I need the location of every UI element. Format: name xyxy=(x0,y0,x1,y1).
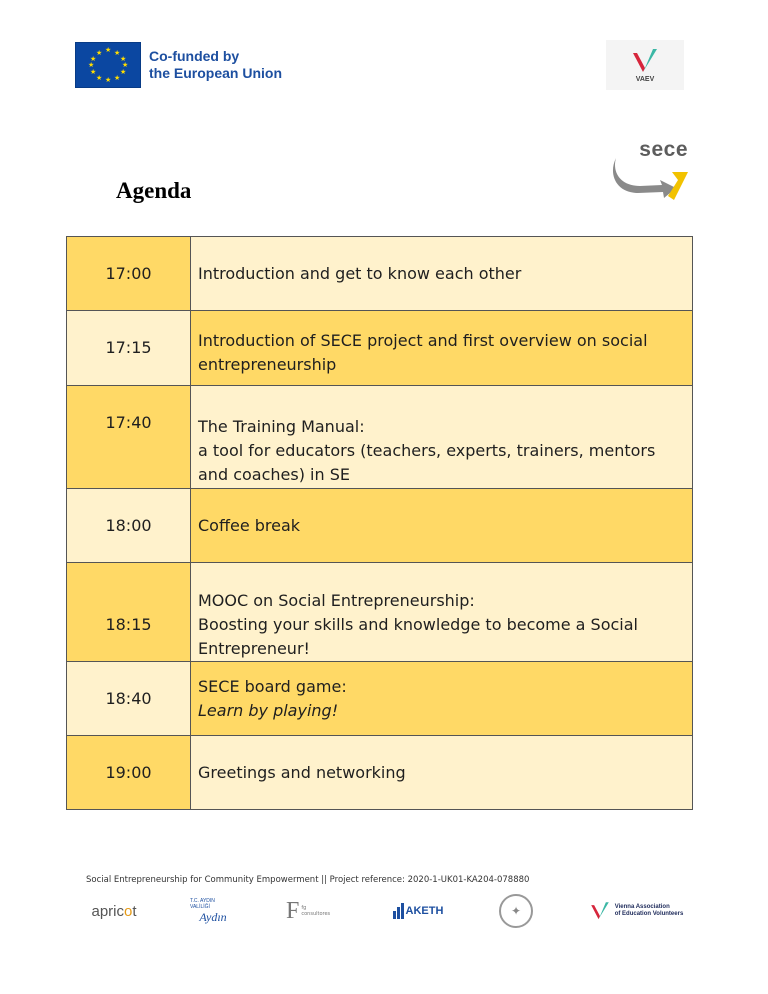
sece-wordmark: sece xyxy=(639,138,688,161)
agenda-line: The Training Manual: xyxy=(198,417,365,436)
agenda-item xyxy=(191,386,693,489)
agenda-line: Learn by playing! xyxy=(198,700,339,720)
agenda-table xyxy=(66,236,693,810)
partner-logos xyxy=(86,893,686,933)
vaev-v-icon xyxy=(589,900,611,922)
aydin-script-text: Aydın xyxy=(199,909,227,924)
agenda-row xyxy=(67,489,693,563)
agenda-line: SECE board game: xyxy=(198,676,347,696)
agenda-item xyxy=(191,489,693,563)
agenda-line: entrepreneurship xyxy=(198,355,337,374)
agenda-time: 17:00 xyxy=(67,237,191,311)
eu-line-2: the European Union xyxy=(149,65,282,81)
agenda-line: Introduction of SECE project and first overview on social xyxy=(198,331,648,350)
agenda-item xyxy=(191,736,693,810)
agenda-item xyxy=(191,662,693,736)
fg-letter: F xyxy=(286,897,300,924)
fg-consultores-logo xyxy=(286,893,336,929)
aketh-bars-icon xyxy=(393,903,404,919)
agenda-line: Entrepreneur! xyxy=(198,639,310,658)
apricot-t: t xyxy=(132,902,137,920)
vaev-name-text xyxy=(615,904,684,918)
agenda-row xyxy=(67,736,693,810)
agenda-line: Boosting your skills and knowledge to become a Social xyxy=(198,615,638,634)
agenda-time: 18:40 xyxy=(67,662,191,736)
agenda-time: 19:00 xyxy=(67,736,191,810)
eu-cofunded-logo xyxy=(75,42,282,88)
aydin-top-text: T.C. AYDIN VALİLİĞİ xyxy=(190,897,215,910)
vaev-v-icon xyxy=(630,47,660,75)
apricot-text: apric xyxy=(91,902,124,920)
eu-line-1: Co-funded by xyxy=(149,48,240,64)
fg-small-text: fg consultores xyxy=(301,905,331,917)
sece-logo xyxy=(610,138,690,204)
agenda-row xyxy=(67,563,693,662)
aketh-logo xyxy=(388,893,448,929)
seal-icon: ✦ xyxy=(499,894,533,928)
agenda-row xyxy=(67,386,693,489)
aydin-logo xyxy=(190,893,236,929)
agenda-row xyxy=(67,311,693,386)
agenda-line: and coaches) in SE xyxy=(198,465,350,484)
agenda-item xyxy=(191,311,693,386)
agenda-time: 18:00 xyxy=(67,489,191,563)
agenda-line: a tool for educators (teachers, experts, trainers, mentors xyxy=(198,441,656,460)
seal-logo xyxy=(498,893,534,929)
agenda-item xyxy=(191,237,693,311)
sece-arrow-icon xyxy=(610,138,690,204)
agenda-line: Introduction and get to know each other xyxy=(198,263,522,283)
vaev-name-line-2: of Education Volunteers xyxy=(614,911,684,917)
agenda-time: 17:15 xyxy=(67,311,191,386)
page-title: Agenda xyxy=(116,178,192,203)
agenda-row xyxy=(67,237,693,311)
aketh-text: AKETH xyxy=(405,905,444,917)
agenda-time: 17:40 xyxy=(67,386,191,489)
apricot-o: o xyxy=(124,902,133,920)
apricot-logo xyxy=(86,893,142,929)
agenda-time: 18:15 xyxy=(67,563,191,662)
agenda-line: MOOC on Social Entrepreneurship: xyxy=(198,591,475,610)
agenda-item xyxy=(191,563,693,662)
agenda-row xyxy=(67,662,693,736)
eu-cofunded-text xyxy=(149,48,282,82)
footer-project-text: Social Entrepreneurship for Community Empowerment || Project reference: 2020-1-UK01-KA204-078880 xyxy=(86,875,530,885)
vaev-name-line-1: Vienna Association xyxy=(614,904,670,910)
vaev-footer-logo xyxy=(586,893,686,929)
vaev-logo xyxy=(606,40,684,90)
agenda-line: Coffee break xyxy=(198,515,301,535)
eu-flag-icon: ★ ★ ★ ★ ★ ★ ★ ★ ★ ★ ★ ★ xyxy=(75,42,141,88)
vaev-label: VAEV xyxy=(635,76,655,83)
agenda-line: Greetings and networking xyxy=(198,762,406,782)
